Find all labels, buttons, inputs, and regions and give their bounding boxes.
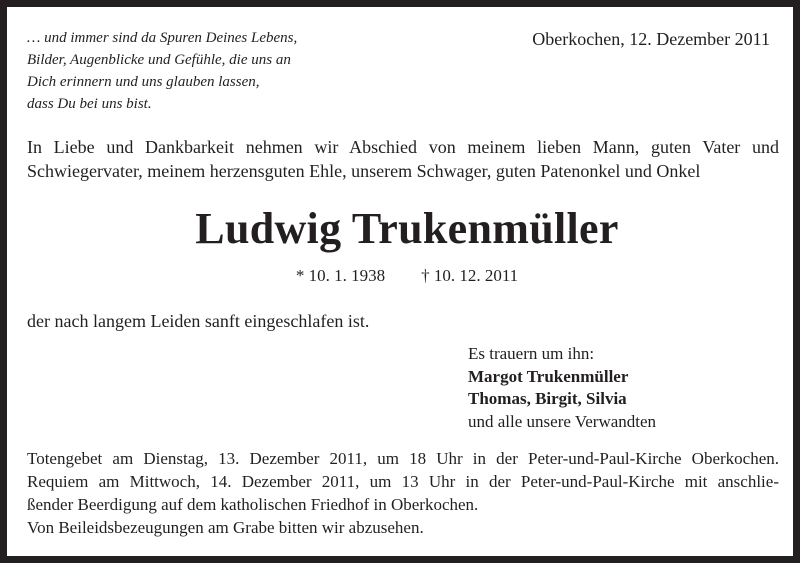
memorial-poem — [27, 27, 297, 115]
funeral-line: Requiem am Mittwoch, 14. Dezember 2011, um 13 Uhr in der Peter-und-Paul-Kirche mit anschlie- — [27, 472, 779, 491]
funeral-line: Totengebet am Dienstag, 13. Dezember 2011, um 18 Uhr in der Peter-und-Paul-Kirche Oberkochen. — [27, 449, 779, 468]
death-date: † 10. 12. 2011 — [421, 266, 519, 285]
poem-line: Dich erinnern und uns glauben lassen, — [27, 74, 260, 90]
place-and-date: Oberkochen, 12. Dezember 2011 — [532, 29, 770, 49]
mourner-name: Thomas, Birgit, Silvia — [468, 389, 627, 408]
deceased-name: Ludwig Trukenmüller — [195, 204, 619, 253]
poem-line: Bilder, Augenblicke und Gefühle, die uns an — [27, 52, 291, 68]
intro-line: Schwiegervater, meinem herzensguten Ehle, unserem Schwager, guten Patenonkel und Onkel — [27, 161, 701, 181]
mourner-name: Margot Trukenmüller — [468, 366, 629, 386]
passing-text: der nach langem Leiden sanft eingeschlafen ist. — [27, 311, 370, 331]
funeral-details — [27, 447, 779, 539]
birth-date: * 10. 1. 1938 — [295, 266, 386, 285]
poem-line: … und immer sind da Spuren Deines Lebens, — [27, 30, 298, 46]
life-dates — [7, 265, 800, 287]
mourners-block — [468, 343, 656, 433]
funeral-line: ßender Beerdigung auf dem katholischen Friedhof in Oberkochen. — [27, 495, 479, 514]
intro-line: In Liebe und Dankbarkeit nehmen wir Abschied von meinem lieben Mann, guten Vater und — [27, 137, 779, 157]
intro-paragraph — [27, 135, 779, 183]
mourners-closing: und alle unsere Verwandten — [468, 411, 657, 431]
poem-line: dass Du bei uns bist. — [27, 96, 152, 112]
funeral-line: Von Beileidsbezeugungen am Grabe bitten wir abzusehen. — [27, 518, 424, 537]
mourners-heading: Es trauern um ihn: — [468, 344, 595, 363]
